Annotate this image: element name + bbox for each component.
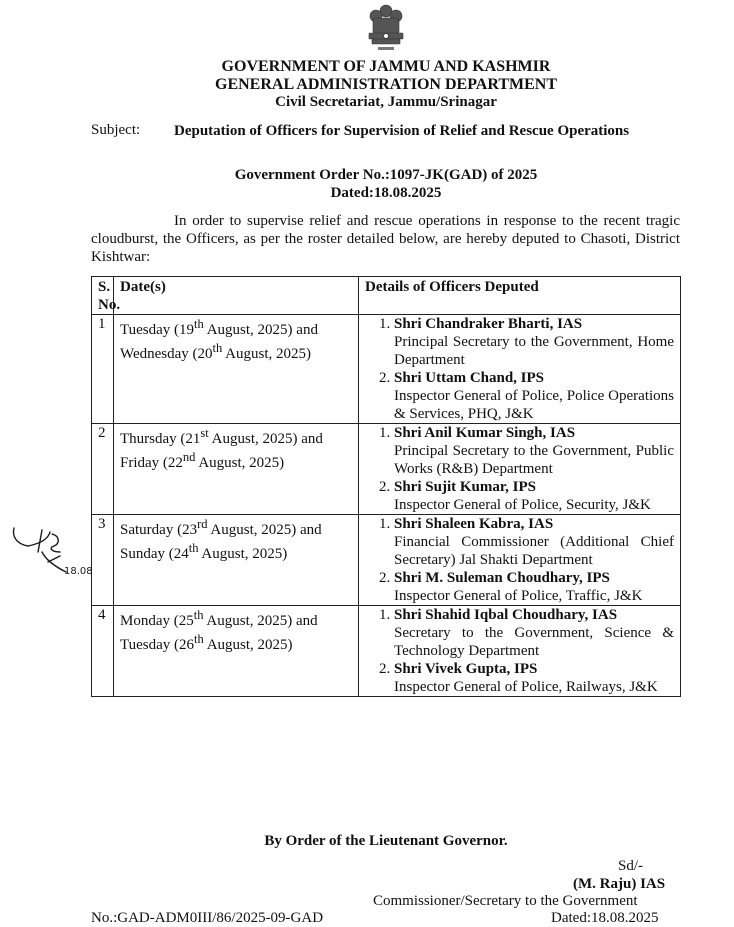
officer-designation: Financial Commissioner (Additional Chief Secretary) Jal Shakti Department: [394, 534, 674, 568]
list-item: [394, 424, 674, 478]
row-sno: 3: [92, 515, 114, 606]
list-item: [394, 515, 674, 569]
list-item: [394, 315, 674, 369]
officer-name: 1. Shri Shahid Iqbal Choudhary, IAS: [394, 607, 618, 623]
officer-designation: Inspector General of Police, Railways, J&K: [394, 679, 658, 695]
handwritten-date: 18.08: [64, 566, 93, 577]
row-officers: [359, 515, 681, 606]
officer-name: 2. Shri M. Suleman Choudhary, IPS: [394, 570, 610, 586]
officer-name: 1. Shri Chandraker Bharti, IAS: [394, 316, 583, 332]
list-item: [394, 606, 674, 660]
list-item: [394, 478, 674, 514]
table-row: [92, 515, 681, 606]
table-header-row: [92, 277, 681, 315]
sd-mark: Sd/-: [618, 858, 644, 874]
row-dates: Monday (25th August, 2025) and Tuesday (26th August, 2025): [114, 606, 359, 697]
row-officers: [359, 606, 681, 697]
officer-name: 2. Shri Uttam Chand, IPS: [394, 370, 545, 386]
national-emblem-icon: [363, 2, 409, 54]
list-item: [394, 569, 674, 605]
office-title: Civil Secretariat, Jammu/Srinagar: [275, 94, 497, 110]
row-sno: 1: [92, 315, 114, 424]
row-officers: [359, 424, 681, 515]
list-item: [394, 660, 674, 696]
signatory-designation: Commissioner/Secretary to the Government: [373, 893, 638, 909]
by-order-line: By Order of the Lieutenant Governor.: [264, 833, 508, 849]
list-item: [394, 369, 674, 423]
officer-designation: Inspector General of Police, Security, J&K: [394, 497, 651, 513]
dept-title: GENERAL ADMINISTRATION DEPARTMENT: [215, 76, 557, 93]
order-number: Government Order No.:1097-JK(GAD) of 2025: [234, 167, 538, 183]
header-officers: Details of Officers Deputed: [359, 277, 681, 315]
row-dates: Thursday (21st August, 2025) and Friday (22nd August, 2025): [114, 424, 359, 515]
officer-designation: Inspector General of Police, Traffic, J&K: [394, 588, 643, 604]
reference-date: Dated:18.08.2025: [551, 910, 659, 926]
reference-number: No.:GAD-ADM0III/86/2025-09-GAD: [91, 910, 324, 926]
govt-title: GOVERNMENT OF JAMMU AND KASHMIR: [221, 58, 551, 75]
officer-designation: Inspector General of Police, Police Operations & Services, PHQ, J&K: [394, 388, 674, 422]
table-row: [92, 606, 681, 697]
row-sno: 2: [92, 424, 114, 515]
order-date: Dated:18.08.2025: [330, 185, 442, 201]
subject-text: Deputation of Officers for Supervision of Relief and Rescue Operations: [174, 123, 630, 139]
row-officers: [359, 315, 681, 424]
officer-designation: Principal Secretary to the Government, Home Department: [394, 334, 674, 368]
subject-label: Subject:: [91, 122, 141, 138]
row-dates: Saturday (23rd August, 2025) and Sunday (24th August, 2025): [114, 515, 359, 606]
header-dates: Date(s): [114, 277, 359, 315]
officer-name: 2. Shri Sujit Kumar, IPS: [394, 479, 536, 495]
body-paragraph: In order to supervise relief and rescue operations in response to the recent tragic cloudburst, the Officers, as per the roster detailed below, are hereby deputed to Chasoti, District Kishtwar:: [91, 213, 680, 265]
roster-table: [91, 276, 681, 697]
officer-name: 1. Shri Shaleen Kabra, IAS: [394, 516, 554, 532]
row-sno: 4: [92, 606, 114, 697]
table-row: [92, 424, 681, 515]
officer-designation: Principal Secretary to the Government, Public Works (R&B) Department: [394, 443, 674, 477]
officer-designation: Secretary to the Government, Science & Technology Department: [394, 625, 674, 659]
row-dates: Tuesday (19th August, 2025) and Wednesday (20th August, 2025): [114, 315, 359, 424]
header-sno: S. No.: [92, 277, 114, 315]
signatory-name: (M. Raju) IAS: [573, 876, 666, 892]
officer-name: 1. Shri Anil Kumar Singh, IAS: [394, 425, 576, 441]
officer-name: 2. Shri Vivek Gupta, IPS: [394, 661, 538, 677]
table-row: [92, 315, 681, 424]
handwritten-initials: [8, 522, 98, 582]
